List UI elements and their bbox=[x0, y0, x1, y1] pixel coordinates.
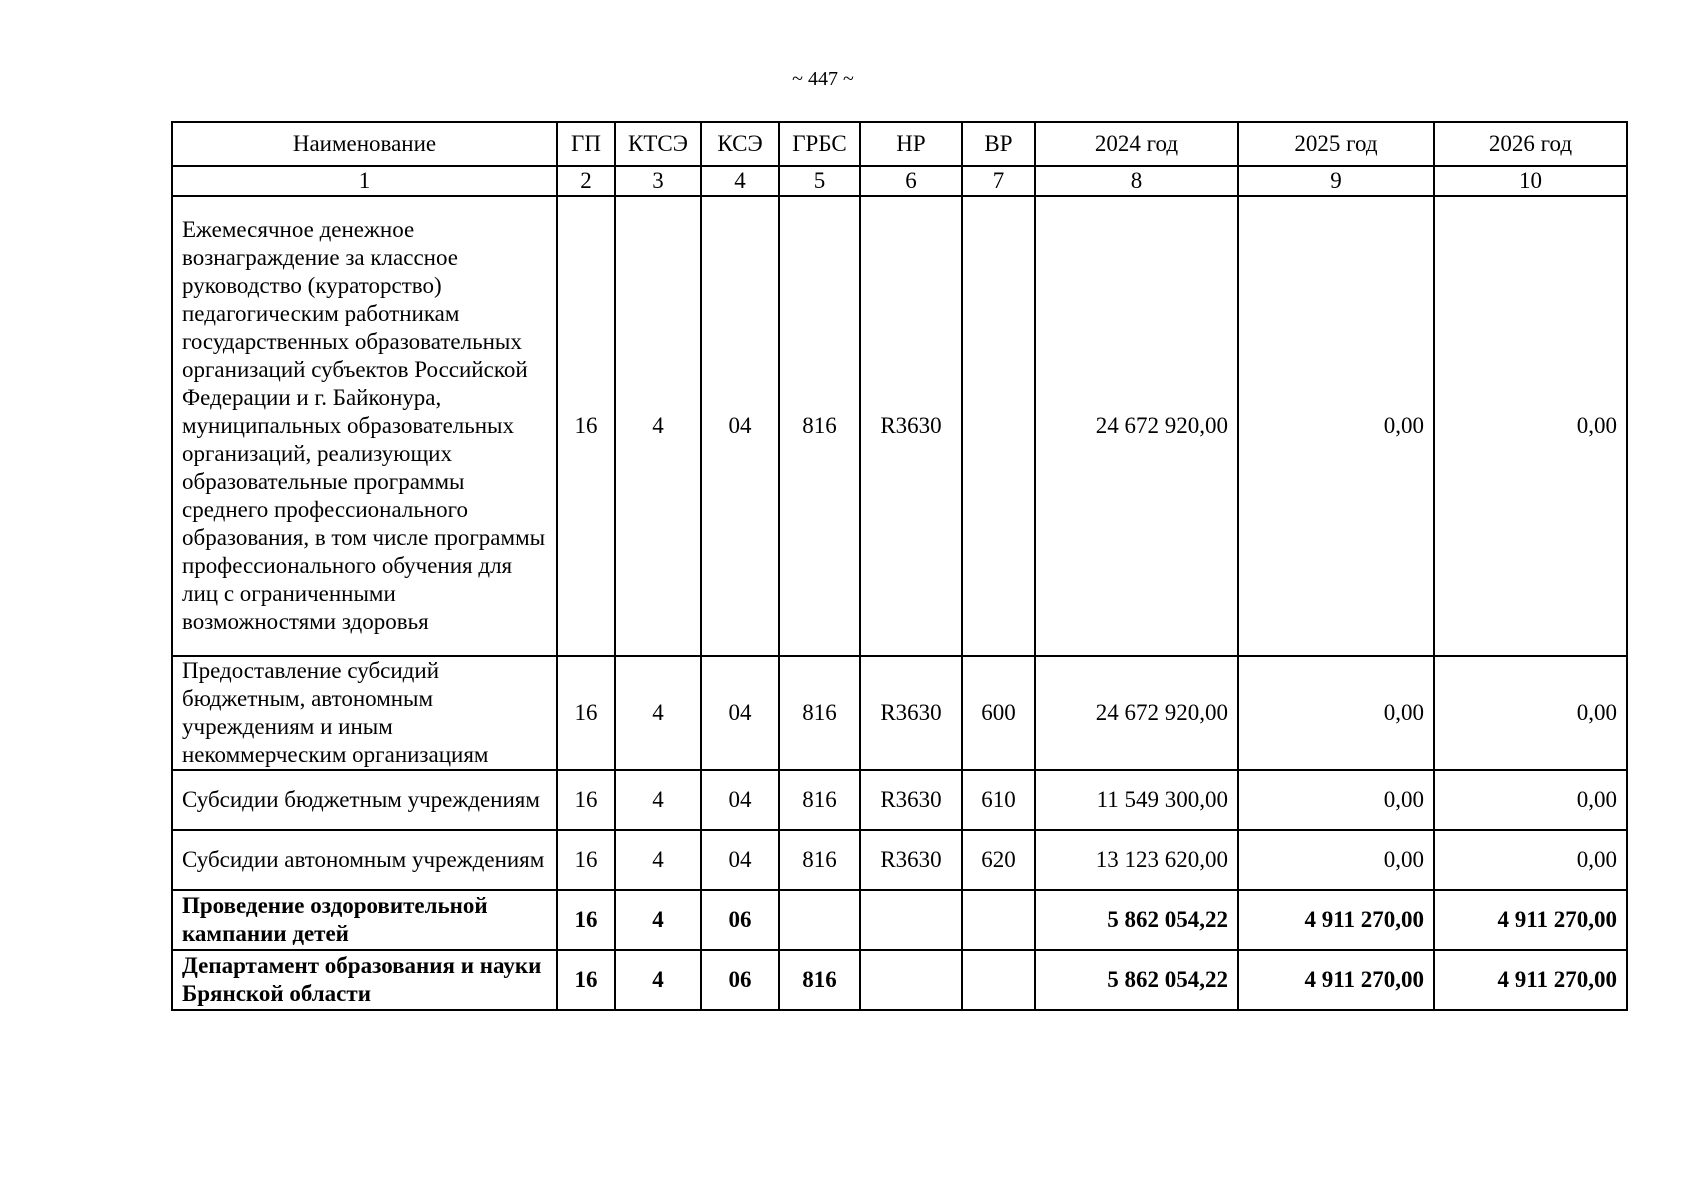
cell-grbs: 816 bbox=[779, 830, 860, 890]
cell-2024: 13 123 620,00 bbox=[1035, 830, 1238, 890]
column-number: 7 bbox=[962, 166, 1035, 196]
table-row bbox=[172, 890, 1627, 950]
cell-kse: 04 bbox=[701, 830, 779, 890]
row-name: Предоставление субсидий бюджетным, автономным учреждениям и иным некоммерческим организациям bbox=[172, 656, 557, 770]
budget-table bbox=[171, 121, 1628, 1011]
column-number: 1 bbox=[172, 166, 557, 196]
page-number: ~ 447 ~ bbox=[792, 68, 854, 90]
header-gp: ГП bbox=[557, 122, 615, 166]
cell-kse: 04 bbox=[701, 196, 779, 656]
header-kse: КСЭ bbox=[701, 122, 779, 166]
cell-vr bbox=[962, 950, 1035, 1010]
cell-2026: 0,00 bbox=[1434, 830, 1627, 890]
table-row bbox=[172, 656, 1627, 770]
cell-nr bbox=[860, 890, 962, 950]
cell-2026: 4 911 270,00 bbox=[1434, 950, 1627, 1010]
cell-grbs: 816 bbox=[779, 656, 860, 770]
column-number: 10 bbox=[1434, 166, 1627, 196]
cell-vr: 610 bbox=[962, 770, 1035, 830]
column-number-row bbox=[172, 166, 1627, 196]
header-2026: 2026 год bbox=[1434, 122, 1627, 166]
cell-ktse: 4 bbox=[615, 890, 701, 950]
cell-ktse: 4 bbox=[615, 656, 701, 770]
cell-grbs bbox=[779, 890, 860, 950]
cell-nr: R3630 bbox=[860, 656, 962, 770]
cell-gp: 16 bbox=[557, 950, 615, 1010]
cell-2024: 5 862 054,22 bbox=[1035, 890, 1238, 950]
column-number: 3 bbox=[615, 166, 701, 196]
cell-nr bbox=[860, 950, 962, 1010]
row-name: Ежемесячное денежное вознаграждение за классное руководство (кураторство) педагогическим работникам государственных образовательных организаций субъектов Российской Федерации и г. Байконура, муниципальных образовательных организаций, реализующих образовательные программы среднего профессионального образования, в том числе программы профессионального обучения для лиц с ограниченными возможностями здоровья bbox=[172, 196, 557, 656]
header-ktse: КТСЭ bbox=[615, 122, 701, 166]
header-2024: 2024 год bbox=[1035, 122, 1238, 166]
cell-2025: 0,00 bbox=[1238, 656, 1434, 770]
cell-nr: R3630 bbox=[860, 196, 962, 656]
cell-2025: 4 911 270,00 bbox=[1238, 950, 1434, 1010]
cell-2025: 4 911 270,00 bbox=[1238, 890, 1434, 950]
table-row bbox=[172, 830, 1627, 890]
cell-kse: 04 bbox=[701, 656, 779, 770]
row-name: Проведение оздоровительной кампании детей bbox=[172, 890, 557, 950]
cell-ktse: 4 bbox=[615, 770, 701, 830]
cell-2025: 0,00 bbox=[1238, 770, 1434, 830]
cell-2024: 5 862 054,22 bbox=[1035, 950, 1238, 1010]
cell-2025: 0,00 bbox=[1238, 196, 1434, 656]
cell-gp: 16 bbox=[557, 770, 615, 830]
table-row bbox=[172, 770, 1627, 830]
cell-2025: 0,00 bbox=[1238, 830, 1434, 890]
row-name: Субсидии бюджетным учреждениям bbox=[172, 770, 557, 830]
column-number: 2 bbox=[557, 166, 615, 196]
cell-grbs: 816 bbox=[779, 950, 860, 1010]
header-row bbox=[172, 122, 1627, 166]
cell-2024: 24 672 920,00 bbox=[1035, 196, 1238, 656]
cell-vr: 600 bbox=[962, 656, 1035, 770]
header-2025: 2025 год bbox=[1238, 122, 1434, 166]
cell-grbs: 816 bbox=[779, 196, 860, 656]
cell-2026: 0,00 bbox=[1434, 656, 1627, 770]
table-row bbox=[172, 196, 1627, 656]
header-grbs: ГРБС bbox=[779, 122, 860, 166]
header-nr: НР bbox=[860, 122, 962, 166]
header-name: Наименование bbox=[172, 122, 557, 166]
cell-gp: 16 bbox=[557, 890, 615, 950]
cell-nr: R3630 bbox=[860, 830, 962, 890]
cell-2024: 11 549 300,00 bbox=[1035, 770, 1238, 830]
cell-kse: 06 bbox=[701, 950, 779, 1010]
cell-vr bbox=[962, 890, 1035, 950]
cell-kse: 04 bbox=[701, 770, 779, 830]
column-number: 9 bbox=[1238, 166, 1434, 196]
cell-ktse: 4 bbox=[615, 830, 701, 890]
cell-2024: 24 672 920,00 bbox=[1035, 656, 1238, 770]
cell-ktse: 4 bbox=[615, 950, 701, 1010]
row-name: Департамент образования и науки Брянской области bbox=[172, 950, 557, 1010]
cell-nr: R3630 bbox=[860, 770, 962, 830]
cell-gp: 16 bbox=[557, 830, 615, 890]
cell-vr bbox=[962, 196, 1035, 656]
cell-kse: 06 bbox=[701, 890, 779, 950]
column-number: 6 bbox=[860, 166, 962, 196]
column-number: 4 bbox=[701, 166, 779, 196]
column-number: 8 bbox=[1035, 166, 1238, 196]
cell-2026: 4 911 270,00 bbox=[1434, 890, 1627, 950]
header-vr: ВР bbox=[962, 122, 1035, 166]
cell-gp: 16 bbox=[557, 196, 615, 656]
row-name: Субсидии автономным учреждениям bbox=[172, 830, 557, 890]
cell-2026: 0,00 bbox=[1434, 196, 1627, 656]
cell-grbs: 816 bbox=[779, 770, 860, 830]
cell-2026: 0,00 bbox=[1434, 770, 1627, 830]
column-number: 5 bbox=[779, 166, 860, 196]
cell-vr: 620 bbox=[962, 830, 1035, 890]
cell-ktse: 4 bbox=[615, 196, 701, 656]
table-row bbox=[172, 950, 1627, 1010]
cell-gp: 16 bbox=[557, 656, 615, 770]
